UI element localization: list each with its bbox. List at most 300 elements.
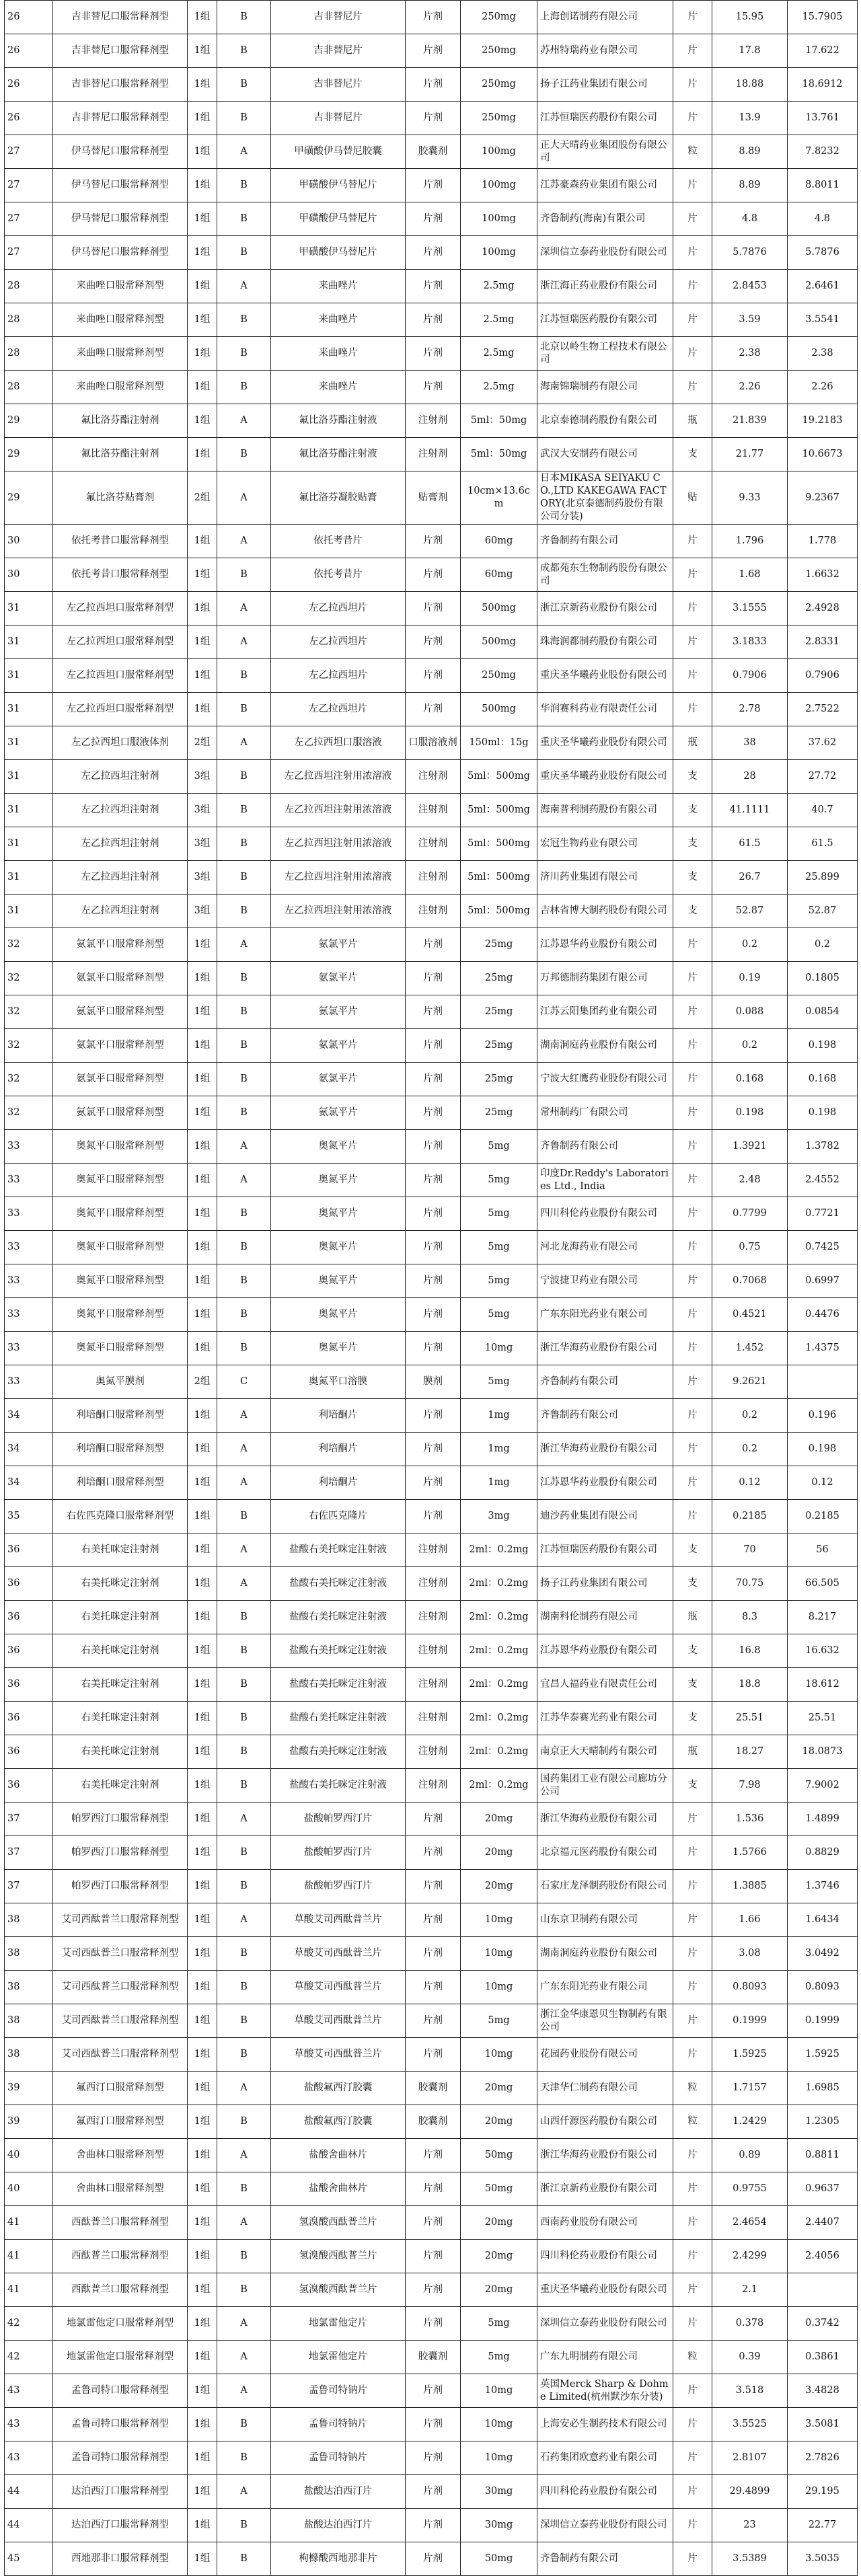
- reduced-price-cell: 0.198: [788, 1029, 858, 1063]
- product-name-cell: 草酸艾司西酞普兰片: [271, 1937, 406, 1971]
- generic-name-dosage-cell: 来曲唑口服常释剂型: [53, 270, 188, 303]
- unit-cell: 片: [673, 2038, 712, 2072]
- reduced-price-cell: 5.7876: [788, 236, 858, 270]
- reduced-price-cell: 66.505: [788, 1567, 858, 1601]
- reduced-price-cell: 0.3861: [788, 2341, 858, 2374]
- group-number-cell: 29: [5, 471, 53, 525]
- product-name-cell: 氟比洛芬凝胶贴膏: [271, 471, 406, 525]
- product-name-cell: 利培酮片: [271, 1399, 406, 1433]
- dosage-form-cell: 片剂: [406, 1971, 461, 2004]
- table-row: [5, 2509, 858, 2542]
- unit-cell: 片: [673, 1096, 712, 1130]
- manufacturer-cell: 成都苑东生物制药股份有限公司: [537, 558, 673, 592]
- price-cell: 13.9: [712, 102, 788, 135]
- reduced-price-cell: 18.612: [788, 1668, 858, 1702]
- dosage-form-cell: 片剂: [406, 1096, 461, 1130]
- group-cell: 1组: [188, 1164, 217, 1197]
- product-name-cell: 盐酸右美托咪定注射液: [271, 1702, 406, 1735]
- manufacturer-cell: 深圳信立泰药业股份有限公司: [537, 2509, 673, 2542]
- unit-cell: 瓶: [673, 1735, 712, 1769]
- unit-cell: 片: [673, 558, 712, 592]
- class-cell: B: [217, 962, 271, 995]
- group-cell: 1组: [188, 558, 217, 592]
- generic-name-dosage-cell: 利培酮口服常释剂型: [53, 1466, 188, 1500]
- specification-cell: 10mg: [461, 2408, 537, 2441]
- group-cell: 1组: [188, 169, 217, 202]
- product-name-cell: 氨氯平片: [271, 995, 406, 1029]
- price-cell: 0.2: [712, 1399, 788, 1433]
- table-row: [5, 626, 858, 659]
- specification-cell: 5mg: [461, 2004, 537, 2038]
- specification-cell: 100mg: [461, 135, 537, 169]
- unit-cell: 片: [673, 1197, 712, 1231]
- product-name-cell: 盐酸达泊西汀片: [271, 2475, 406, 2509]
- table-row: [5, 1971, 858, 2004]
- unit-cell: 片: [673, 1399, 712, 1433]
- group-number-cell: 36: [5, 1702, 53, 1735]
- manufacturer-cell: 海南普利制药股份有限公司: [537, 794, 673, 827]
- manufacturer-cell: 北京泰德制药股份有限公司: [537, 404, 673, 438]
- generic-name-dosage-cell: 左乙拉西坦注射剂: [53, 827, 188, 861]
- class-cell: A: [217, 1903, 271, 1937]
- manufacturer-cell: 深圳信立泰药业股份有限公司: [537, 236, 673, 270]
- class-cell: B: [217, 1264, 271, 1298]
- unit-cell: 片: [673, 1500, 712, 1533]
- unit-cell: 片: [673, 1836, 712, 1870]
- product-name-cell: 盐酸达泊西汀片: [271, 2509, 406, 2542]
- table-row: [5, 135, 858, 169]
- generic-name-dosage-cell: 来曲唑口服常释剂型: [53, 303, 188, 337]
- specification-cell: 2ml：0.2mg: [461, 1735, 537, 1769]
- manufacturer-cell: 北京以岭生物工程技术有限公司: [537, 337, 673, 371]
- dosage-form-cell: 注射剂: [406, 895, 461, 928]
- specification-cell: 2ml：0.2mg: [461, 1601, 537, 1634]
- unit-cell: 瓶: [673, 726, 712, 760]
- class-cell: B: [217, 2105, 271, 2139]
- reduced-price-cell: 1.2305: [788, 2105, 858, 2139]
- group-number-cell: 29: [5, 404, 53, 438]
- dosage-form-cell: 片剂: [406, 2441, 461, 2475]
- class-cell: B: [217, 1500, 271, 1533]
- specification-cell: 500mg: [461, 626, 537, 659]
- manufacturer-cell: 浙江京新药业股份有限公司: [537, 592, 673, 626]
- table-row: [5, 2273, 858, 2307]
- group-cell: 1组: [188, 1836, 217, 1870]
- class-cell: B: [217, 2441, 271, 2475]
- reduced-price-cell: 2.4407: [788, 2206, 858, 2240]
- price-cell: 18.88: [712, 68, 788, 102]
- product-name-cell: 来曲唑片: [271, 371, 406, 404]
- reduced-price-cell: 29.195: [788, 2475, 858, 2509]
- table-row: [5, 1029, 858, 1063]
- unit-cell: 片: [673, 303, 712, 337]
- manufacturer-cell: 扬子江药业集团有限公司: [537, 1567, 673, 1601]
- table-row: [5, 1870, 858, 1903]
- reduced-price-cell: 0.8093: [788, 1971, 858, 2004]
- group-cell: 2组: [188, 471, 217, 525]
- class-cell: A: [217, 404, 271, 438]
- group-number-cell: 34: [5, 1399, 53, 1433]
- unit-cell: 片: [673, 995, 712, 1029]
- manufacturer-cell: 浙江海正药业股份有限公司: [537, 270, 673, 303]
- generic-name-dosage-cell: 西地那非口服常释剂型: [53, 2542, 188, 2576]
- table-row: [5, 2341, 858, 2374]
- table-row: [5, 1735, 858, 1769]
- table-row: [5, 525, 858, 558]
- unit-cell: 片: [673, 337, 712, 371]
- unit-cell: 片: [673, 1264, 712, 1298]
- generic-name-dosage-cell: 吉非替尼口服常释剂型: [53, 34, 188, 68]
- specification-cell: 2.5mg: [461, 337, 537, 371]
- unit-cell: 片: [673, 2273, 712, 2307]
- specification-cell: 10mg: [461, 2038, 537, 2072]
- table-row: [5, 827, 858, 861]
- group-number-cell: 28: [5, 371, 53, 404]
- group-number-cell: 28: [5, 303, 53, 337]
- generic-name-dosage-cell: 左乙拉西坦注射剂: [53, 861, 188, 895]
- group-number-cell: 36: [5, 1601, 53, 1634]
- manufacturer-cell: 齐鲁制药有限公司: [537, 1365, 673, 1399]
- generic-name-dosage-cell: 奥氮平口服常释剂型: [53, 1264, 188, 1298]
- group-cell: 1组: [188, 2542, 217, 2576]
- table-row: [5, 1466, 858, 1500]
- table-row: [5, 1197, 858, 1231]
- specification-cell: 25mg: [461, 962, 537, 995]
- unit-cell: 片: [673, 2206, 712, 2240]
- unit-cell: 片: [673, 202, 712, 236]
- manufacturer-cell: 济川药业集团有限公司: [537, 861, 673, 895]
- table-row: [5, 861, 858, 895]
- generic-name-dosage-cell: 孟鲁司特口服常释剂型: [53, 2408, 188, 2441]
- specification-cell: 25mg: [461, 928, 537, 962]
- product-name-cell: 枸橼酸西地那非片: [271, 2542, 406, 2576]
- specification-cell: 2ml：0.2mg: [461, 1533, 537, 1567]
- group-cell: 1组: [188, 1870, 217, 1903]
- table-row: [5, 693, 858, 726]
- group-number-cell: 33: [5, 1197, 53, 1231]
- manufacturer-cell: 重庆圣华曦药业股份有限公司: [537, 726, 673, 760]
- manufacturer-cell: 重庆圣华曦药业股份有限公司: [537, 2273, 673, 2307]
- unit-cell: 片: [673, 102, 712, 135]
- class-cell: B: [217, 1029, 271, 1063]
- dosage-form-cell: 片剂: [406, 1803, 461, 1836]
- manufacturer-cell: 江苏恩华药业股份有限公司: [537, 928, 673, 962]
- generic-name-dosage-cell: 左乙拉西坦口服常释剂型: [53, 659, 188, 693]
- product-name-cell: 孟鲁司特钠片: [271, 2374, 406, 2408]
- group-cell: 1组: [188, 337, 217, 371]
- group-cell: 1组: [188, 1903, 217, 1937]
- price-cell: 0.198: [712, 1096, 788, 1130]
- price-cell: 9.2621: [712, 1365, 788, 1399]
- generic-name-dosage-cell: 奥氮平口服常释剂型: [53, 1231, 188, 1264]
- reduced-price-cell: 0.198: [788, 1433, 858, 1466]
- group-number-cell: 37: [5, 1836, 53, 1870]
- group-cell: 1组: [188, 2240, 217, 2273]
- dosage-form-cell: 片剂: [406, 1264, 461, 1298]
- dosage-form-cell: 片剂: [406, 693, 461, 726]
- price-cell: 41.1111: [712, 794, 788, 827]
- price-cell: 1.536: [712, 1803, 788, 1836]
- price-cell: 70: [712, 1533, 788, 1567]
- group-number-cell: 31: [5, 592, 53, 626]
- price-cell: 0.1999: [712, 2004, 788, 2038]
- table-row: [5, 1231, 858, 1264]
- class-cell: B: [217, 558, 271, 592]
- unit-cell: 片: [673, 2374, 712, 2408]
- dosage-form-cell: 注射剂: [406, 760, 461, 794]
- manufacturer-cell: 重庆圣华曦药业股份有限公司: [537, 760, 673, 794]
- dosage-form-cell: 注射剂: [406, 1769, 461, 1803]
- price-cell: 0.4521: [712, 1298, 788, 1332]
- class-cell: A: [217, 2072, 271, 2105]
- product-name-cell: 盐酸氟西汀胶囊: [271, 2072, 406, 2105]
- price-cell: 3.1833: [712, 626, 788, 659]
- group-number-cell: 44: [5, 2475, 53, 2509]
- group-number-cell: 38: [5, 1937, 53, 1971]
- specification-cell: 20mg: [461, 2105, 537, 2139]
- unit-cell: 片: [673, 1365, 712, 1399]
- class-cell: B: [217, 303, 271, 337]
- manufacturer-cell: 江苏恒瑞医药股份有限公司: [537, 1533, 673, 1567]
- unit-cell: 片: [673, 1164, 712, 1197]
- product-name-cell: 盐酸右美托咪定注射液: [271, 1601, 406, 1634]
- group-cell: 1组: [188, 1567, 217, 1601]
- group-cell: 1组: [188, 1601, 217, 1634]
- price-cell: 9.33: [712, 471, 788, 525]
- table-row: [5, 1063, 858, 1096]
- specification-cell: 100mg: [461, 202, 537, 236]
- reduced-price-cell: 3.4828: [788, 2374, 858, 2408]
- class-cell: B: [217, 202, 271, 236]
- product-name-cell: 奥氮平片: [271, 1197, 406, 1231]
- group-number-cell: 33: [5, 1264, 53, 1298]
- generic-name-dosage-cell: 艾司西酞普兰口服常释剂型: [53, 1937, 188, 1971]
- product-name-cell: 奥氮平片: [271, 1164, 406, 1197]
- price-cell: 29.4899: [712, 2475, 788, 2509]
- group-number-cell: 41: [5, 2273, 53, 2307]
- specification-cell: 5ml：500mg: [461, 827, 537, 861]
- product-name-cell: 奥氮平片: [271, 1231, 406, 1264]
- dosage-form-cell: 片剂: [406, 303, 461, 337]
- class-cell: B: [217, 169, 271, 202]
- group-number-cell: 36: [5, 1735, 53, 1769]
- specification-cell: 5mg: [461, 2341, 537, 2374]
- group-number-cell: 32: [5, 962, 53, 995]
- manufacturer-cell: 湖南科伦制药有限公司: [537, 1601, 673, 1634]
- dosage-form-cell: 片剂: [406, 592, 461, 626]
- product-name-cell: 孟鲁司特钠片: [271, 2408, 406, 2441]
- manufacturer-cell: 广东东阳光药业有限公司: [537, 1298, 673, 1332]
- group-cell: 1组: [188, 34, 217, 68]
- group-number-cell: 29: [5, 438, 53, 471]
- product-name-cell: 左乙拉西坦注射用浓溶液: [271, 794, 406, 827]
- price-cell: 1.3885: [712, 1870, 788, 1903]
- price-cell: 1.3921: [712, 1130, 788, 1164]
- table-row: [5, 2139, 858, 2172]
- specification-cell: 2.5mg: [461, 270, 537, 303]
- class-cell: A: [217, 2307, 271, 2341]
- group-number-cell: 41: [5, 2240, 53, 2273]
- dosage-form-cell: 注射剂: [406, 1567, 461, 1601]
- dosage-form-cell: 贴膏剂: [406, 471, 461, 525]
- generic-name-dosage-cell: 奥氮平口服常释剂型: [53, 1197, 188, 1231]
- specification-cell: 250mg: [461, 659, 537, 693]
- unit-cell: 片: [673, 34, 712, 68]
- price-cell: 26.7: [712, 861, 788, 895]
- dosage-form-cell: 注射剂: [406, 404, 461, 438]
- dosage-form-cell: 注射剂: [406, 1735, 461, 1769]
- specification-cell: 5mg: [461, 1231, 537, 1264]
- product-name-cell: 利培酮片: [271, 1433, 406, 1466]
- manufacturer-cell: 上海创诺制药有限公司: [537, 1, 673, 34]
- generic-name-dosage-cell: 右美托咪定注射剂: [53, 1668, 188, 1702]
- class-cell: B: [217, 1870, 271, 1903]
- unit-cell: 片: [673, 270, 712, 303]
- price-cell: 1.5925: [712, 2038, 788, 2072]
- price-cell: 61.5: [712, 827, 788, 861]
- generic-name-dosage-cell: 利培酮口服常释剂型: [53, 1399, 188, 1433]
- price-cell: 23: [712, 2509, 788, 2542]
- dosage-form-cell: 胶囊剂: [406, 2341, 461, 2374]
- reduced-price-cell: 9.2367: [788, 471, 858, 525]
- product-name-cell: 吉非替尼片: [271, 102, 406, 135]
- unit-cell: 片: [673, 169, 712, 202]
- table-row: [5, 2441, 858, 2475]
- group-number-cell: 30: [5, 525, 53, 558]
- price-cell: 0.378: [712, 2307, 788, 2341]
- class-cell: B: [217, 2004, 271, 2038]
- dosage-form-cell: 片剂: [406, 2509, 461, 2542]
- table-row: [5, 102, 858, 135]
- generic-name-dosage-cell: 氟比洛芬贴膏剂: [53, 471, 188, 525]
- generic-name-dosage-cell: 右美托咪定注射剂: [53, 1702, 188, 1735]
- group-cell: 1组: [188, 1500, 217, 1533]
- dosage-form-cell: 片剂: [406, 2004, 461, 2038]
- price-cell: 0.7068: [712, 1264, 788, 1298]
- dosage-form-cell: 片剂: [406, 1, 461, 34]
- specification-cell: 500mg: [461, 592, 537, 626]
- price-cell: 0.7799: [712, 1197, 788, 1231]
- reduced-price-cell: 2.8331: [788, 626, 858, 659]
- reduced-price-cell: 0.7721: [788, 1197, 858, 1231]
- unit-cell: 片: [673, 592, 712, 626]
- specification-cell: 50mg: [461, 2172, 537, 2206]
- specification-cell: 5ml：500mg: [461, 895, 537, 928]
- specification-cell: 5mg: [461, 1164, 537, 1197]
- manufacturer-cell: 华润赛科药业有限责任公司: [537, 693, 673, 726]
- price-cell: 0.75: [712, 1231, 788, 1264]
- class-cell: A: [217, 928, 271, 962]
- group-number-cell: 38: [5, 1971, 53, 2004]
- generic-name-dosage-cell: 左乙拉西坦口服常释剂型: [53, 693, 188, 726]
- generic-name-dosage-cell: 氨氯平口服常释剂型: [53, 1096, 188, 1130]
- table-row: [5, 2105, 858, 2139]
- specification-cell: 10cm×13.6cm: [461, 471, 537, 525]
- group-number-cell: 41: [5, 2206, 53, 2240]
- dosage-form-cell: 片剂: [406, 2475, 461, 2509]
- manufacturer-cell: 江苏恒瑞医药股份有限公司: [537, 303, 673, 337]
- dosage-form-cell: 片剂: [406, 1063, 461, 1096]
- reduced-price-cell: 0.2: [788, 928, 858, 962]
- unit-cell: 贴: [673, 471, 712, 525]
- generic-name-dosage-cell: 艾司西酞普兰口服常释剂型: [53, 2038, 188, 2072]
- dosage-form-cell: 片剂: [406, 2273, 461, 2307]
- group-number-cell: 32: [5, 1096, 53, 1130]
- class-cell: B: [217, 2038, 271, 2072]
- dosage-form-cell: 片剂: [406, 1164, 461, 1197]
- reduced-price-cell: 0.1999: [788, 2004, 858, 2038]
- specification-cell: 2ml：0.2mg: [461, 1668, 537, 1702]
- unit-cell: 片: [673, 2542, 712, 2576]
- generic-name-dosage-cell: 孟鲁司特口服常释剂型: [53, 2441, 188, 2475]
- group-number-cell: 31: [5, 760, 53, 794]
- group-cell: 3组: [188, 861, 217, 895]
- reduced-price-cell: 18.0873: [788, 1735, 858, 1769]
- reduced-price-cell: 27.72: [788, 760, 858, 794]
- manufacturer-cell: 浙江华海药业股份有限公司: [537, 1332, 673, 1365]
- manufacturer-cell: 江苏恒瑞医药股份有限公司: [537, 102, 673, 135]
- product-name-cell: 盐酸帕罗西汀片: [271, 1836, 406, 1870]
- class-cell: A: [217, 592, 271, 626]
- generic-name-dosage-cell: 地氯雷他定口服常释剂型: [53, 2341, 188, 2374]
- table-row: [5, 202, 858, 236]
- product-name-cell: 右佐匹克隆片: [271, 1500, 406, 1533]
- price-cell: 0.2185: [712, 1500, 788, 1533]
- generic-name-dosage-cell: 艾司西酞普兰口服常释剂型: [53, 1971, 188, 2004]
- price-cell: 8.89: [712, 135, 788, 169]
- group-number-cell: 26: [5, 102, 53, 135]
- specification-cell: 250mg: [461, 68, 537, 102]
- reduced-price-cell: 17.622: [788, 34, 858, 68]
- table-row: [5, 1164, 858, 1197]
- manufacturer-cell: 四川科伦药业股份有限公司: [537, 2240, 673, 2273]
- specification-cell: 5ml：50mg: [461, 404, 537, 438]
- group-cell: 1组: [188, 1096, 217, 1130]
- unit-cell: 片: [673, 2172, 712, 2206]
- manufacturer-cell: 浙江华海药业股份有限公司: [537, 2139, 673, 2172]
- product-name-cell: 氟比洛芬酯注射液: [271, 438, 406, 471]
- price-cell: 0.39: [712, 2341, 788, 2374]
- group-cell: 1组: [188, 693, 217, 726]
- reduced-price-cell: 1.6434: [788, 1903, 858, 1937]
- group-cell: 1组: [188, 1399, 217, 1433]
- unit-cell: 片: [673, 659, 712, 693]
- generic-name-dosage-cell: 奥氮平口服常释剂型: [53, 1298, 188, 1332]
- class-cell: A: [217, 135, 271, 169]
- manufacturer-cell: 江苏豪森药业集团有限公司: [537, 169, 673, 202]
- generic-name-dosage-cell: 伊马替尼口服常释剂型: [53, 169, 188, 202]
- dosage-form-cell: 片剂: [406, 270, 461, 303]
- price-cell: 1.5766: [712, 1836, 788, 1870]
- generic-name-dosage-cell: 右佐匹克隆口服常释剂型: [53, 1500, 188, 1533]
- class-cell: B: [217, 1937, 271, 1971]
- dosage-form-cell: 片剂: [406, 1130, 461, 1164]
- manufacturer-cell: 江苏华泰赛光药业有限公司: [537, 1702, 673, 1735]
- manufacturer-cell: 珠海润都制药股份有限公司: [537, 626, 673, 659]
- dosage-form-cell: 片剂: [406, 2038, 461, 2072]
- dosage-form-cell: 胶囊剂: [406, 135, 461, 169]
- specification-cell: 500mg: [461, 693, 537, 726]
- group-cell: 1组: [188, 2509, 217, 2542]
- specification-cell: 100mg: [461, 169, 537, 202]
- class-cell: B: [217, 794, 271, 827]
- table-row: [5, 2004, 858, 2038]
- class-cell: B: [217, 895, 271, 928]
- specification-cell: 20mg: [461, 2273, 537, 2307]
- product-name-cell: 来曲唑片: [271, 337, 406, 371]
- product-name-cell: 左乙拉西坦片: [271, 659, 406, 693]
- dosage-form-cell: 片剂: [406, 2374, 461, 2408]
